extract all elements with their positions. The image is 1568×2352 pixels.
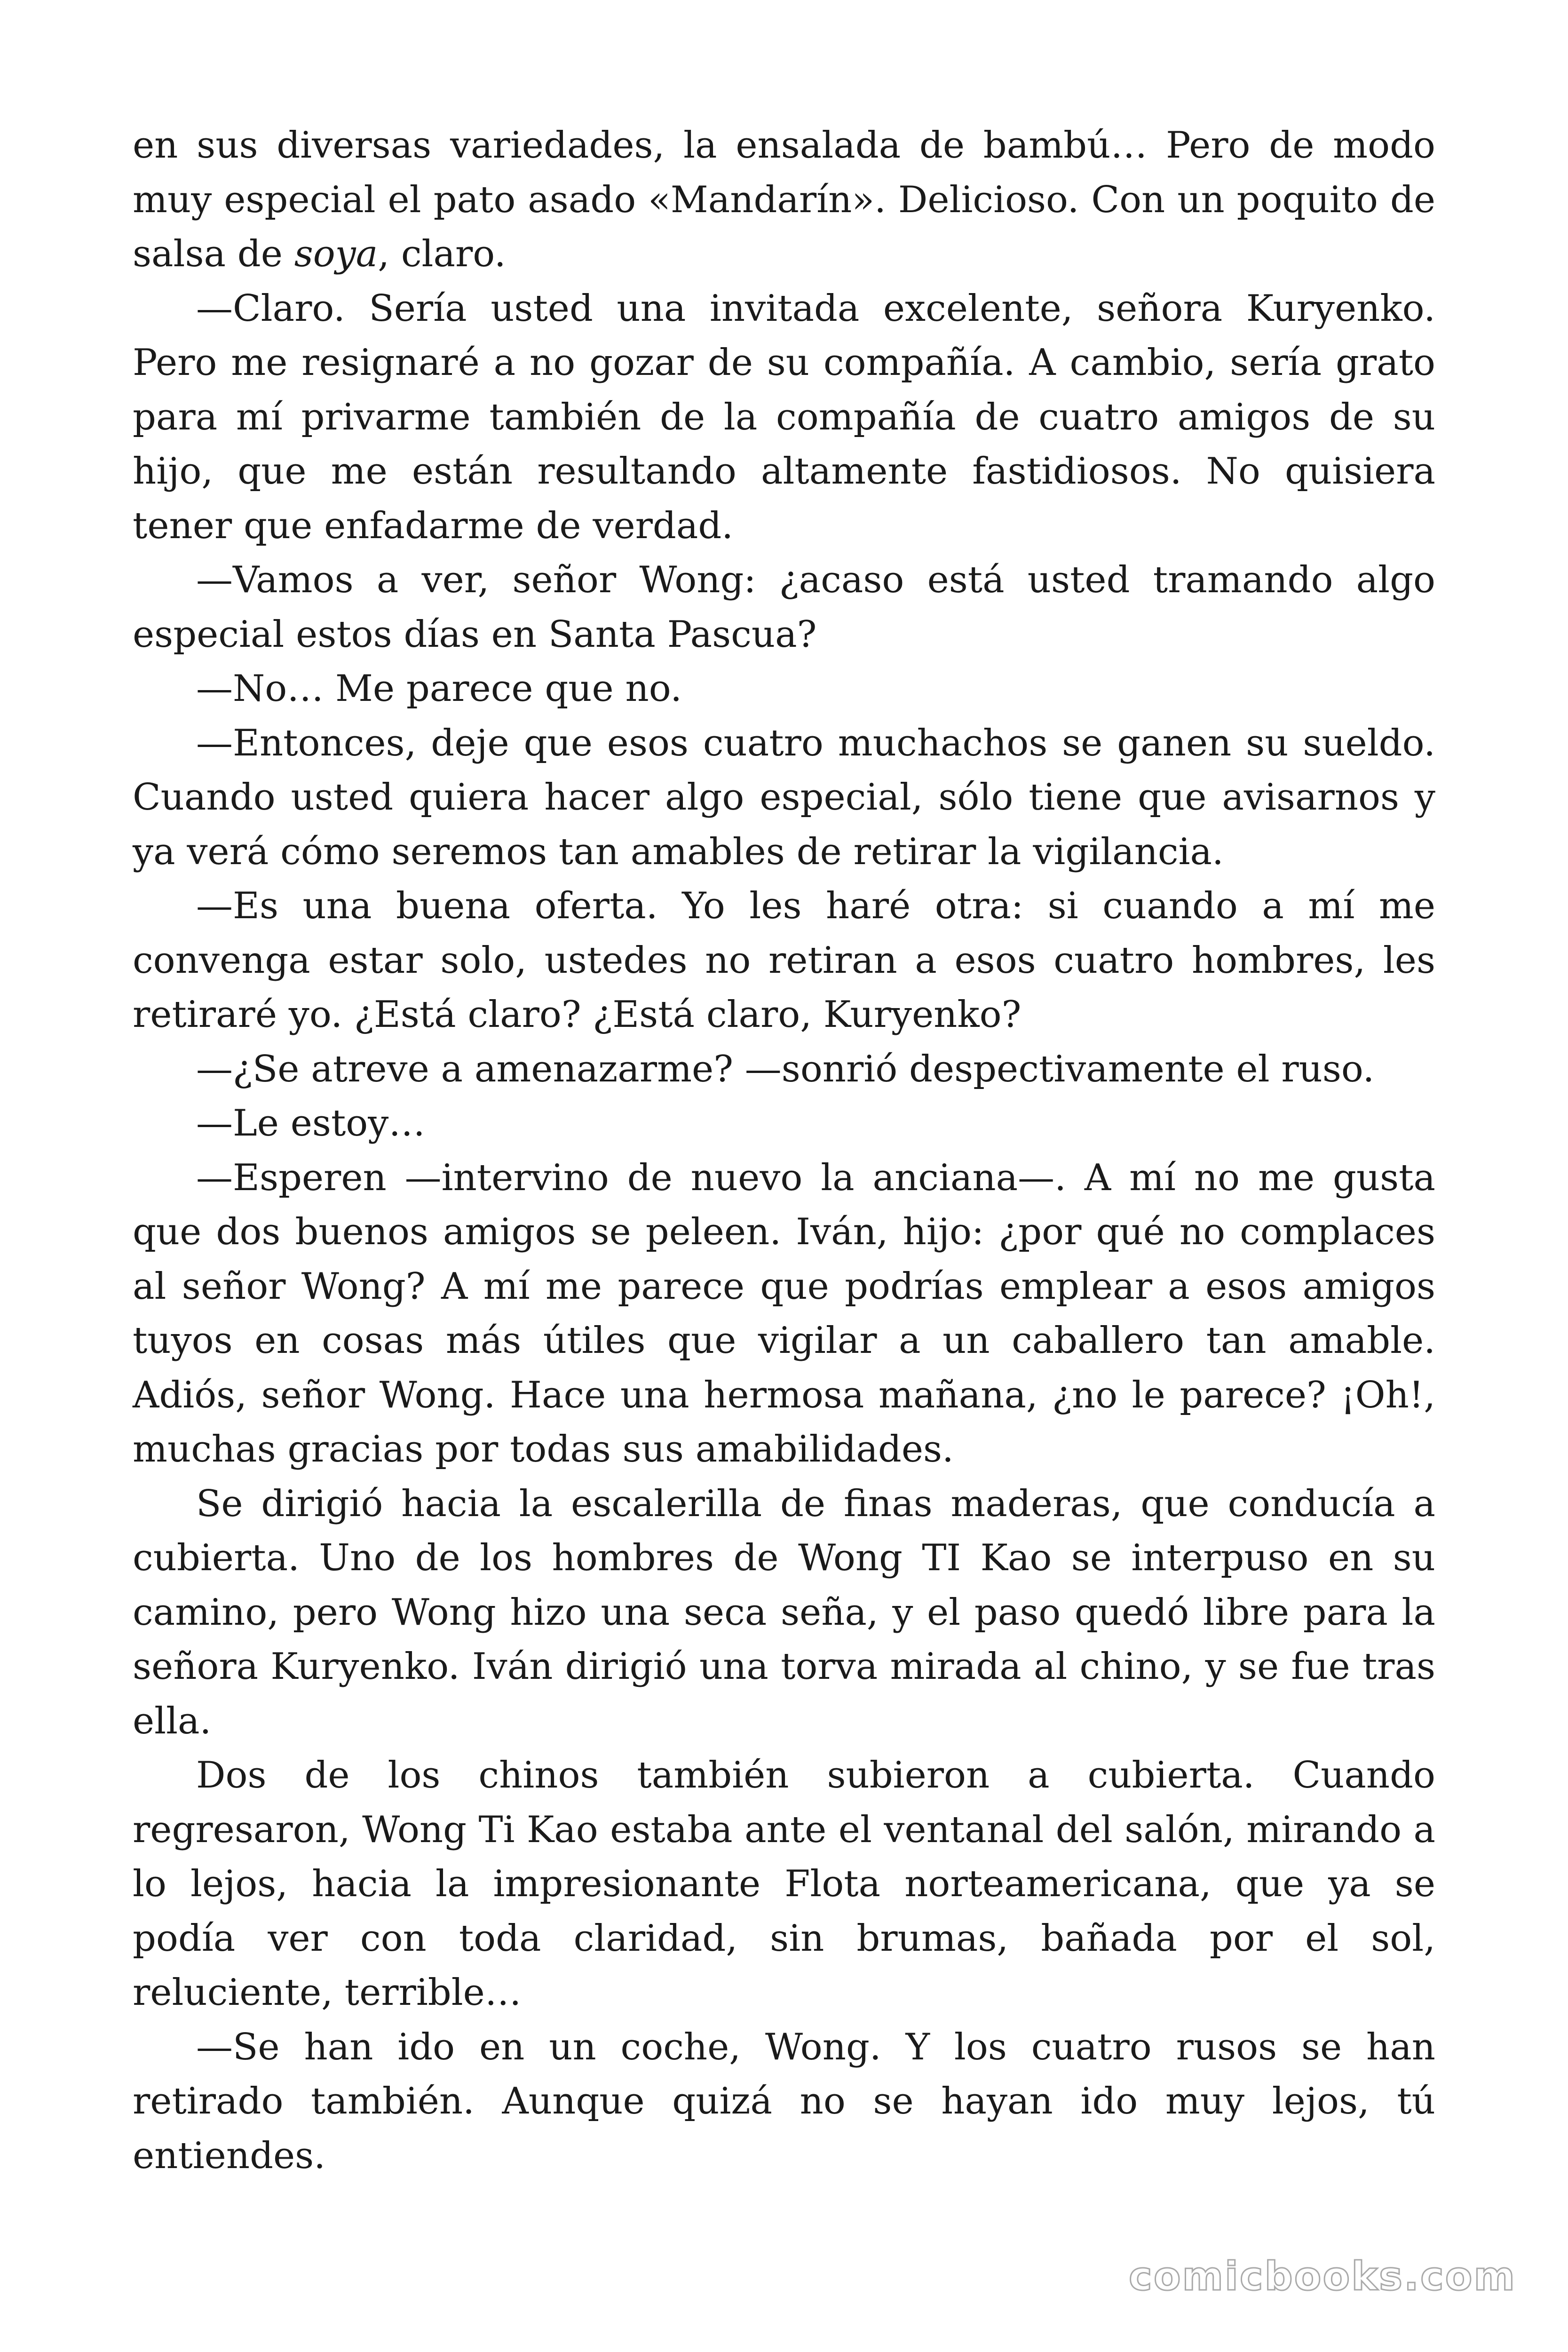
paragraph: —Esperen —intervino de nuevo la anciana—. A mí no me gusta que dos buenos amigos se peleen. Iván, hijo: ¿por qué no complaces al señor Wong? A mí me parece que podrías emplear a esos amigos tuyos en cosas más útiles que vigilar a un caballero tan amable. Adiós, señor Wong. Hace una hermosa mañana, ¿no le parece? ¡Oh!, muchas gracias por todas sus amabilidades. (133, 1156, 1435, 1470)
paragraph: —Se han ido en un coche, Wong. Y los cuatro rusos se han retirado también. Aunque quizá no se hayan ido muy lejos, tú entiendes. (133, 2026, 1435, 2177)
paragraph: —Claro. Sería usted una invitada excelente, señora Kuryenko. Pero me resignaré a no gozar de su compañía. A cambio, sería grato para mí privarme también de la compañía de cuatro amigos de su hijo, que me están resultando altamente fastidiosos. No quisiera tener que enfadarme de verdad. (133, 287, 1435, 547)
watermark: comicbooks.com (1129, 2253, 1516, 2299)
paragraph: —Vamos a ver, señor Wong: ¿acaso está usted tramando algo especial estos días en Santa Pascua? (133, 559, 1435, 656)
body-text (133, 119, 1435, 2183)
italic-word: soya (294, 233, 378, 275)
paragraph: —Le estoy… (196, 1102, 426, 1144)
paragraph-continuation: en sus diversas variedades, la ensalada de bambú… Pero de modo muy especial el pato asado «Mandarín». Delicioso. Con un poquito de salsa de soya, claro. (133, 124, 1435, 275)
paragraph: Dos de los chinos también subieron a cubierta. Cuando regresaron, Wong Ti Kao estaba ante el ventanal del salón, mirando a lo lejos, hacia la impresionante Flota norteamericana, que ya se podía ver con toda claridad, sin brumas, bañada por el sol, reluciente, terrible… (133, 1754, 1435, 2014)
paragraph: Se dirigió hacia la escalerilla de finas maderas, que conducía a cubierta. Uno de los hombres de Wong TI Kao se interpuso en su camino, pero Wong hizo una seca seña, y el paso quedó libre para la señora Kuryenko. Iván dirigió una torva mirada al chino, y se fue tras ella. (133, 1482, 1435, 1742)
paragraph: —Entonces, deje que esos cuatro muchachos se ganen su sueldo. Cuando usted quiera hacer algo especial, sólo tiene que avisarnos y ya verá cómo seremos tan amables de retirar la vigilancia. (133, 722, 1435, 873)
paragraph: —No… Me parece que no. (196, 667, 682, 710)
paragraph: —Es una buena oferta. Yo les haré otra: si cuando a mí me convenga estar solo, ustedes no retiran a esos cuatro hombres, les retiraré yo. ¿Está claro? ¿Está claro, Kuryenko? (133, 885, 1435, 1036)
paragraph: —¿Se atreve a amenazarme? —sonrió despectivamente el ruso. (196, 1048, 1375, 1090)
